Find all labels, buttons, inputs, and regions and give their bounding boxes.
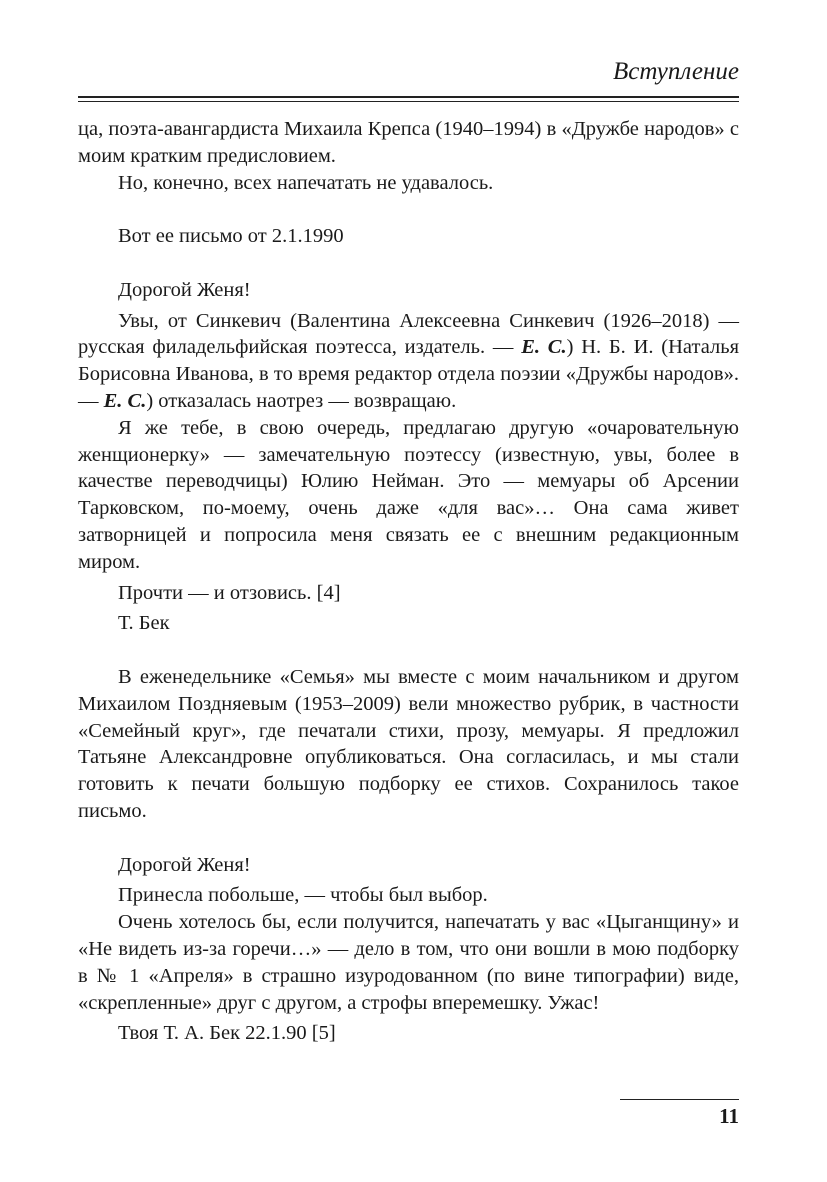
editor-initials: Е. С. (521, 336, 567, 359)
paragraph-continued: ца, поэта-авангардиста Михаила Крепса (1940–1994) в «Дружбе народов» с моим кратким предисловием. (78, 118, 739, 167)
header-rule-thick (78, 96, 739, 98)
letter-intro: Вот ее письмо от 2.1.1990 (118, 225, 344, 248)
letter-signature: Твоя Т. А. Бек 22.1.90 [5] (118, 1022, 336, 1045)
letter-paragraph: Я же тебе, в свою очередь, предлагаю другую «очаровательную женщионерку» — замечательную поэтессу (известную, увы, более в качестве переводчицы) Юлию Нейман. Это — мемуары об Арсении Тарковском, по-моему, очень даже «для вас»… Она сама живет затворницей и попросила меня связать ее с внешним редакционным миром. (78, 416, 739, 573)
footer-rule (620, 1099, 739, 1100)
letter-paragraph: Принесла побольше, — чтобы был выбор. (118, 884, 488, 907)
letter-salutation: Дорогой Женя! (118, 278, 251, 301)
letter-signature: Т. Бек (118, 612, 170, 635)
editor-initials: Е. С. (103, 389, 147, 412)
letter-paragraph: Очень хотелось бы, если получится, напечатать у вас «Цыганщину» и «Не видеть из-за горечи…» — дело в том, что они вошли в мою подборку в № 1 «Апреля» в страшно изуродованном (по вине типографии) виде, «скрепленные» друг с другом, а строфы вперемешку. Ужас! (78, 911, 739, 1014)
letter-salutation: Дорогой Женя! (118, 853, 251, 876)
letter-paragraph: Прочти — и отзовись. [4] (118, 581, 341, 604)
letter-paragraph: Увы, от Синкевич (Валентина Алексеевна Синкевич (1926–2018) — русская филадельфийская поэтесса, издатель. — Е. С.) Н. Б. И. (Наталья Борисовна Иванова, в то время редактор отдела поэзии «Дружбы народов». — Е. С.) отказалась наотрез — возвращаю. (78, 309, 739, 412)
page-number: 11 (719, 1104, 739, 1128)
running-head: Вступление (612, 58, 739, 85)
page-body (78, 116, 739, 1047)
paragraph: В еженедельнике «Семья» мы вместе с моим начальником и другом Михаилом Поздняевым (1953–2009) вели множество рубрик, в частности «Семейный круг», где печатали стихи, прозу, мемуары. Я предложил Татьяне Александровне опубликоваться. Она согласилась, и мы стали готовить к печати большую подборку ее стихов. Сохранилось такое письмо. (78, 665, 739, 822)
header-rule-thin (78, 101, 739, 102)
paragraph: Но, конечно, всех напечатать не удавалось. (118, 171, 494, 194)
